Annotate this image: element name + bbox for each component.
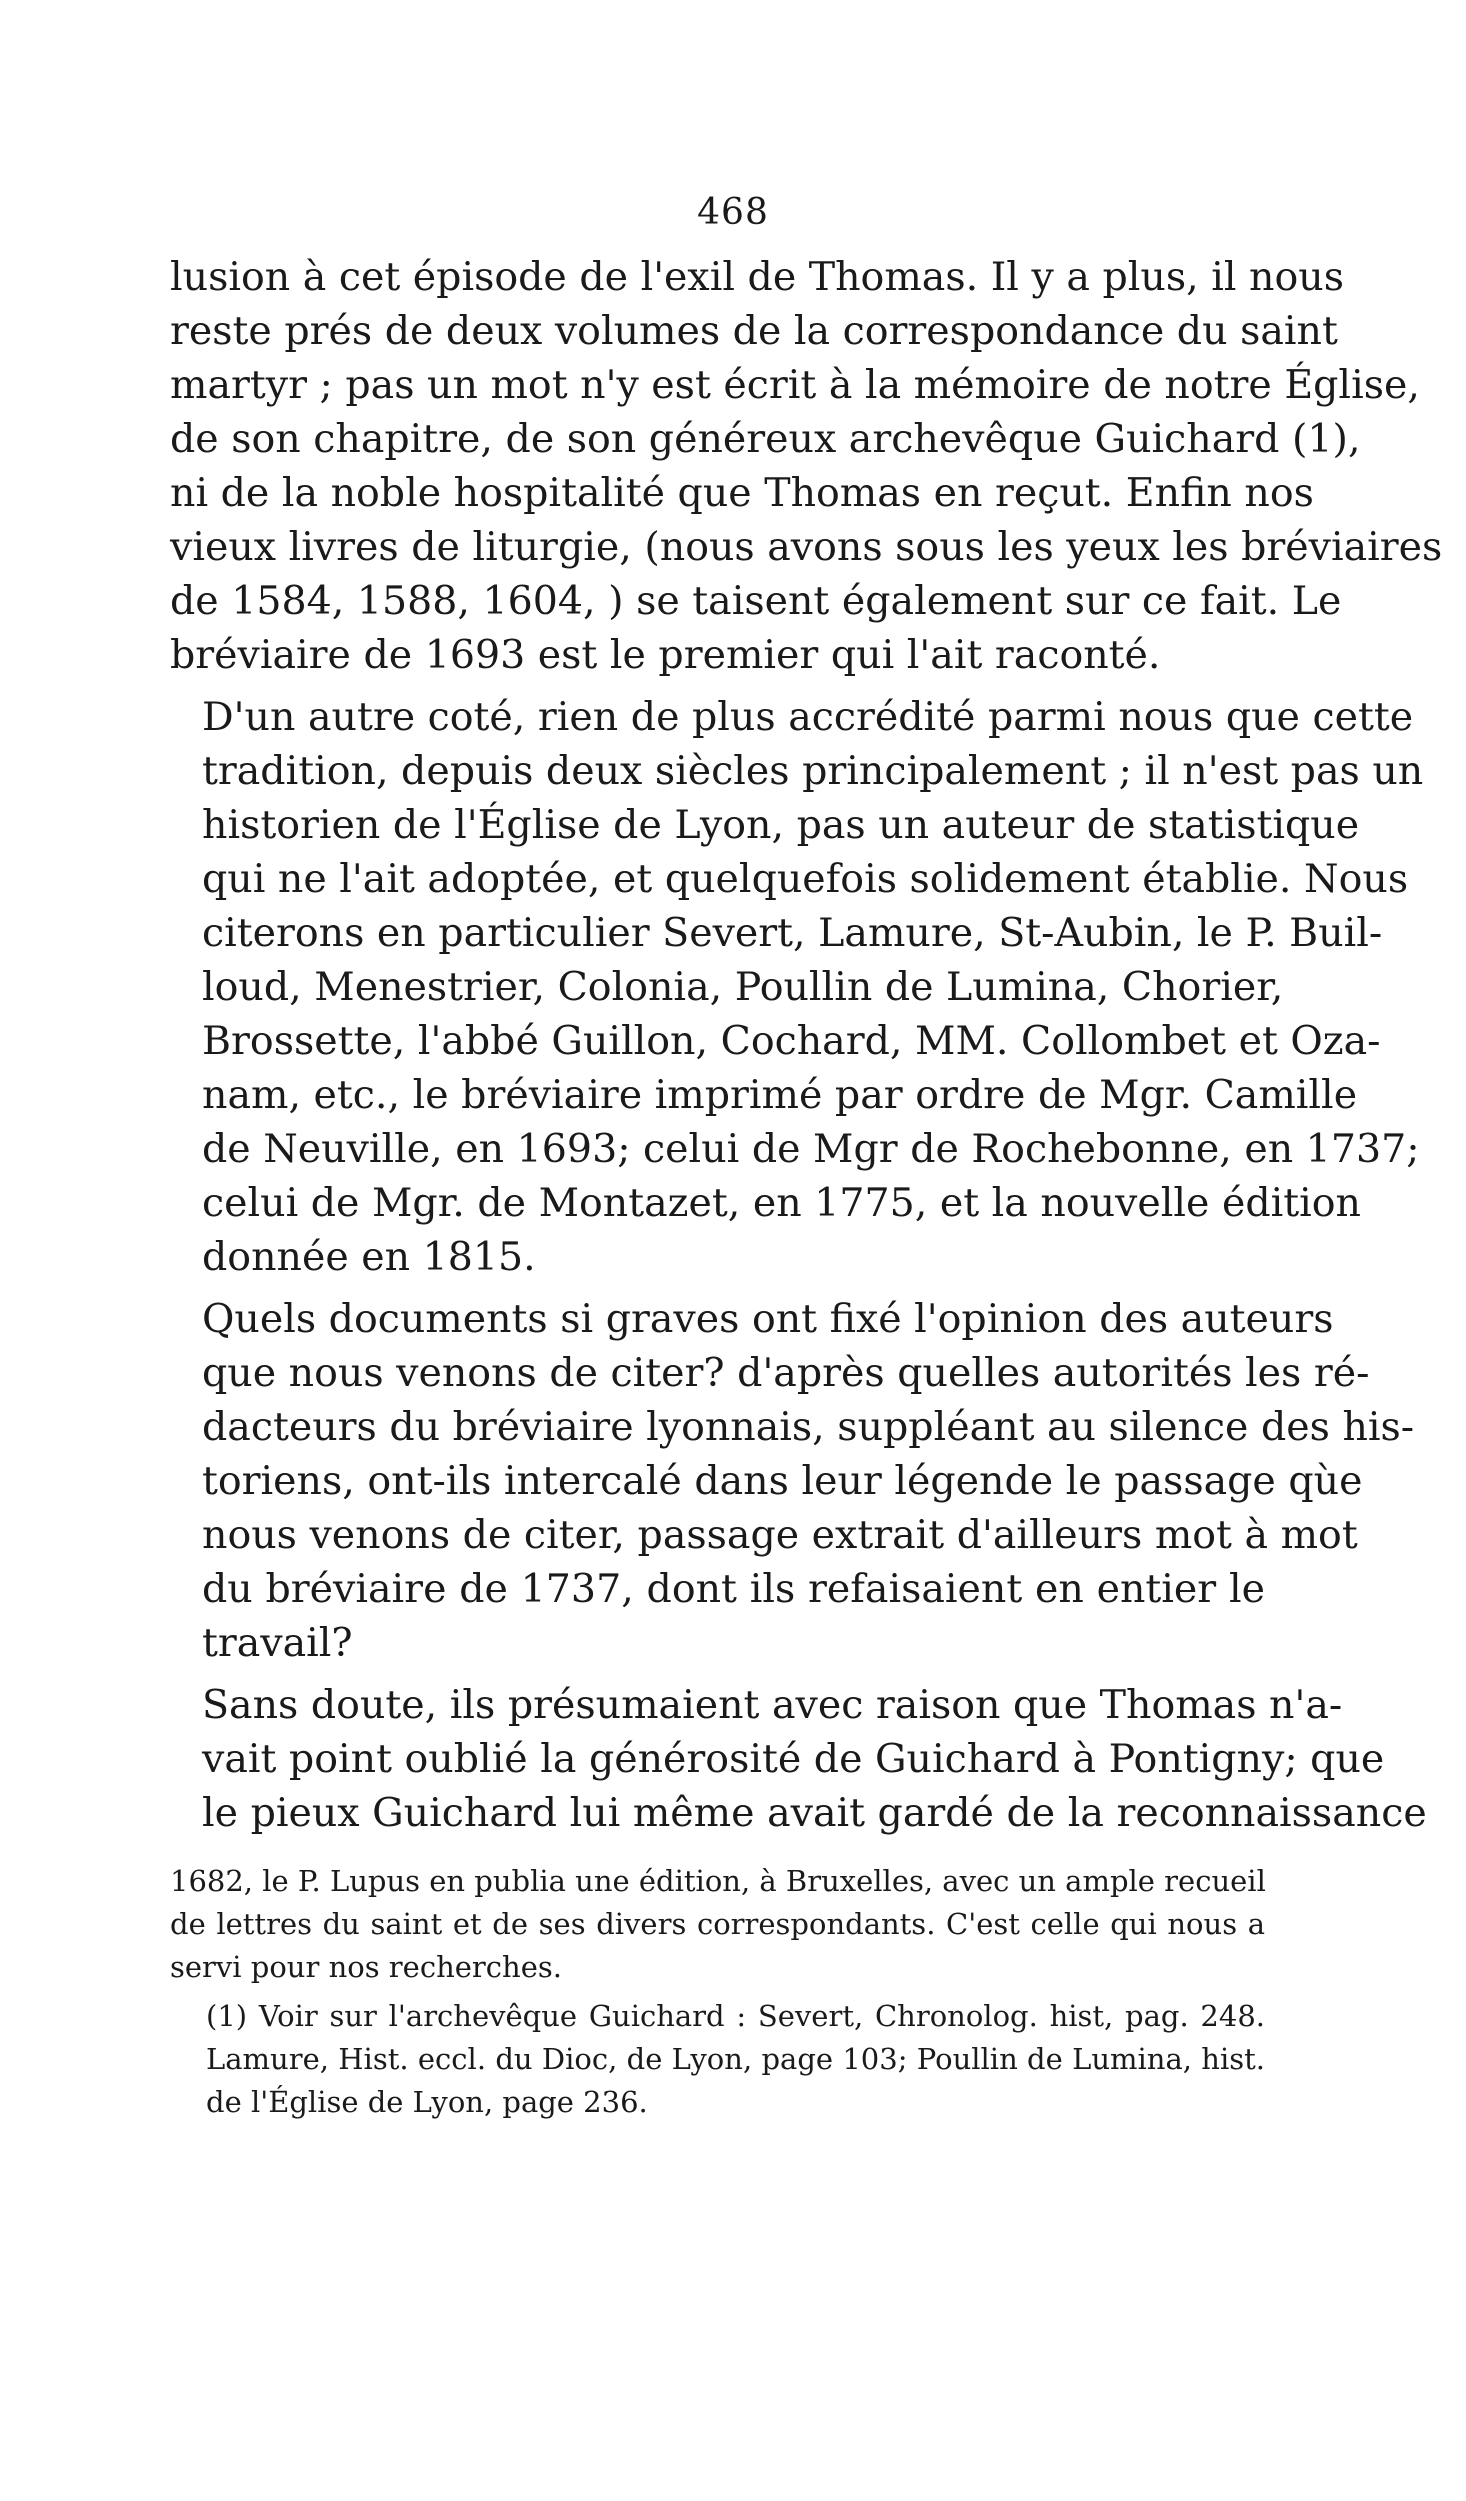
text-line: lusion à cet épisode de l'exil de Thomas. Il y a plus, il nous [170, 254, 1344, 300]
footnote-line: 1682, le P. Lupus en publia une édition, à Bruxelles, avec un ample recueil [170, 1864, 1266, 1898]
text-line: reste prés de deux volumes de la correspondance du saint [170, 308, 1338, 354]
text-line: celui de Mgr. de Montazet, en 1775, et la nouvelle édition [202, 1180, 1361, 1226]
text-line: vait point oublié la générosité de Guichard à Pontigny; que [202, 1736, 1385, 1782]
footnote-line: servi pour nos recherches. [170, 1950, 562, 1984]
text-line: de Neuville, en 1693; celui de Mgr de Rochebonne, en 1737; [202, 1126, 1420, 1172]
text-line: de son chapitre, de son généreux archevêque Guichard (1), [170, 416, 1361, 462]
paragraph-3 [170, 1292, 1415, 1670]
text-line: de 1584, 1588, 1604, ) se taisent également sur ce fait. Le [170, 578, 1342, 624]
footnote-line: Lamure, Hist. eccl. du Dioc, de Lyon, page 103; Poullin de Lumina, hist. [206, 2042, 1265, 2076]
paragraph-2 [170, 690, 1424, 1284]
text-line: martyr ; pas un mot n'y est écrit à la mémoire de notre Église, [170, 362, 1420, 408]
text-line: Brossette, l'abbé Guillon, Cochard, MM. Collombet et Oza- [202, 1018, 1381, 1064]
paragraph-1 [170, 250, 1443, 682]
footnote-continued [170, 1860, 1265, 1989]
text-line: qui ne l'ait adoptée, et quelquefois solidement établie. Nous [202, 856, 1409, 902]
footnote-1 [170, 1995, 1265, 2124]
text-line: Quels documents si graves ont fixé l'opinion des auteurs [202, 1296, 1334, 1342]
text-line: que nous venons de citer? d'après quelles autorités les ré- [202, 1350, 1370, 1396]
footnote-line: de lettres du saint et de ses divers correspondants. C'est celle qui nous a [170, 1907, 1265, 1941]
text-line: nous venons de citer, passage extrait d'ailleurs mot à mot [202, 1512, 1358, 1558]
text-line: du bréviaire de 1737, dont ils refaisaient en entier le [202, 1566, 1265, 1612]
footnote-line: (1) Voir sur l'archevêque Guichard : Severt, Chronolog. hist, pag. 248. [206, 1999, 1265, 2033]
text-line: nam, etc., le bréviaire imprimé par ordre de Mgr. Camille [202, 1072, 1358, 1118]
text-line: tradition, depuis deux siècles principalement ; il n'est pas un [202, 748, 1424, 794]
text-line: citerons en particulier Severt, Lamure, St-Aubin, le P. Buil- [202, 910, 1383, 956]
paragraph-4 [170, 1678, 1427, 1840]
text-line: loud, Menestrier, Colonia, Poullin de Lumina, Chorier, [202, 964, 1284, 1010]
text-line: historien de l'Église de Lyon, pas un auteur de statistique [202, 802, 1360, 848]
text-line: toriens, ont-ils intercalé dans leur légende le passage qùe [202, 1458, 1363, 1504]
page-number: 468 [697, 192, 769, 233]
text-line: ni de la noble hospitalité que Thomas en reçut. Enfin nos [170, 470, 1314, 516]
text-line: donnée en 1815. [202, 1234, 536, 1280]
text-line: le pieux Guichard lui même avait gardé de la reconnaissance [202, 1790, 1427, 1836]
footnotes [170, 1860, 1265, 2130]
text-line: vieux livres de liturgie, (nous avons sous les yeux les bréviaires [170, 524, 1443, 570]
footnote-line: de l'Église de Lyon, page 236. [206, 2085, 648, 2119]
text-line: Sans doute, ils présumaient avec raison que Thomas n'a- [202, 1682, 1343, 1728]
text-line: bréviaire de 1693 est le premier qui l'ait raconté. [170, 632, 1161, 678]
main-text [170, 250, 1443, 1848]
text-line: dacteurs du bréviaire lyonnais, suppléant au silence des his- [202, 1404, 1415, 1450]
text-line: travail? [202, 1620, 353, 1666]
text-line: D'un autre coté, rien de plus accrédité parmi nous que cette [202, 694, 1414, 740]
